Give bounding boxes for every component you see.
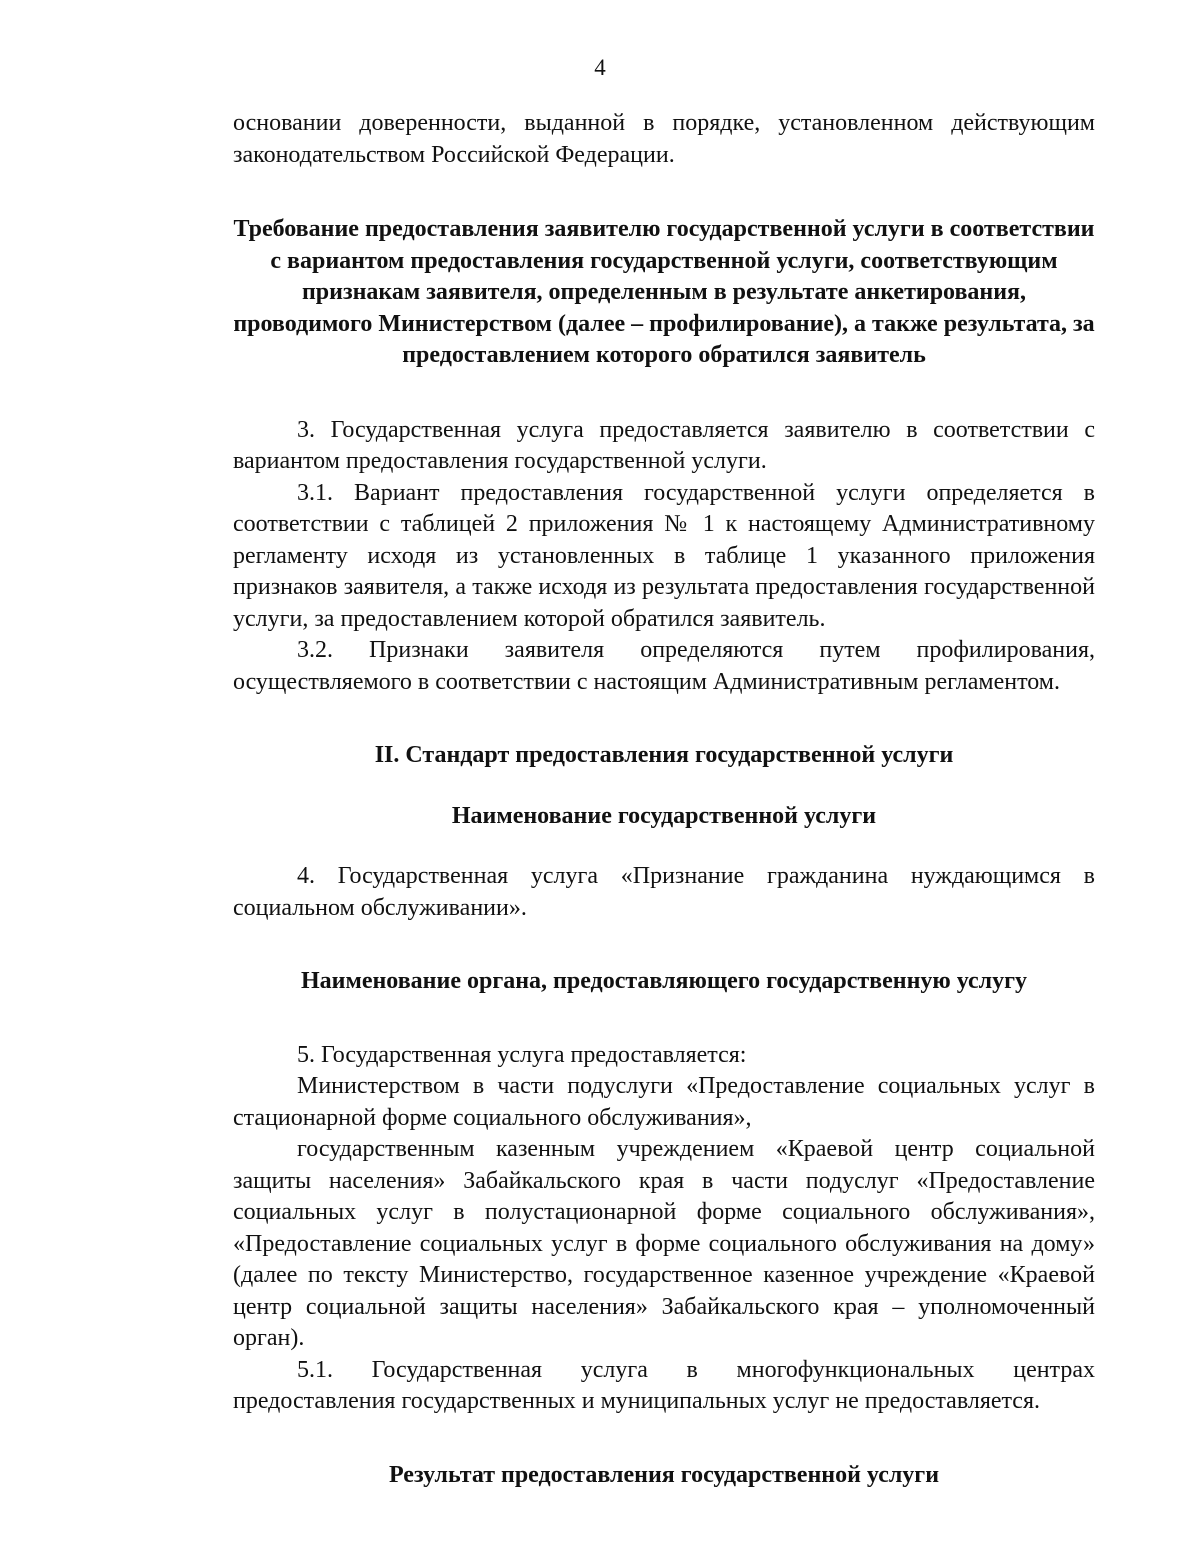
paragraph-4: 4. Государственная услуга «Признание гражданина нуждающимся в социальном обслуживании». [233,863,1095,921]
document-body [233,108,1095,1491]
paragraph-3-1: 3.1. Вариант предоставления государственной услуги определяется в соответствии с таблицей 2 приложения № 1 к настоящему Административному регламенту исходя из установленных в таблице 1 указанного приложения признаков заявителя, а также исходя из результата предоставления государственной услуги, за предоставлением которой обратился заявитель. [233,479,1095,632]
page-number: 4 [594,55,606,80]
heading-organ: Наименование органа, предоставляющего государственную услугу [300,968,1028,994]
paragraph-5-center: государственным казенным учреждением «Краевой центр социальной защиты населения» Забайкальского края в части подуслуг «Предоставление социальных услуг в полустационарной форме социального обслуживания», «Предоставление социальных услуг в форме социального обслуживания на дому» (далее по тексту Министерство, государственное казенное учреждение «Краевой центр социальной защиты населения» Забайкальского края – уполномоченный орган). [233,1136,1095,1351]
intro-paragraph: основании доверенности, выданной в порядке, установленном действующим законодательством Российской Федерации. [233,110,1095,168]
heading-result: Результат предоставления государственной услуги [388,1461,940,1488]
section-title-2: II. Стандарт предоставления государственной услуги [374,742,954,768]
paragraph-5-1: 5.1. Государственная услуга в многофункциональных центрах предоставления государственных и муниципальных услуг не предоставляется. [233,1356,1095,1414]
paragraph-5-ministry: Министерством в части подуслуги «Предоставление социальных услуг в стационарной форме социального обслуживания», [233,1073,1095,1131]
paragraph-3: 3. Государственная услуга предоставляется заявителю в соответствии с вариантом предоставления государственной услуги. [233,416,1095,474]
paragraph-5: 5. Государственная услуга предоставляется: [297,1041,747,1068]
heading-requirement: Требование предоставления заявителю государственной услуги в соответствии с вариантом предоставления государственной услуги, соответствующим признакам заявителя, определенным в результате анкетирования, проводимого Министерством (далее – профилирование), а также результата, за предоставлением которого обратился заявитель [233,216,1095,368]
heading-service-name: Наименование государственной услуги [451,802,877,829]
paragraph-3-2: 3.2. Признаки заявителя определяются путем профилирования, осуществляемого в соответствии с настоящим Административным регламентом. [233,637,1095,695]
